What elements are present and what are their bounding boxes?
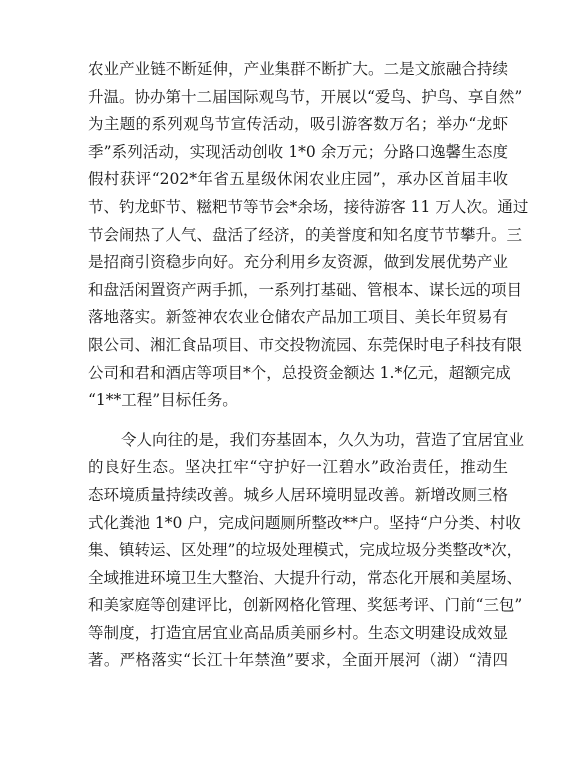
text-line: 是招商引资稳步向好。充分利用乡友资源，做到发展优势产业	[88, 253, 508, 272]
text-line: 的良好生态。坚决扛牢“守护好一江碧水”政治责任，推动生	[88, 458, 508, 477]
text-line: 态环境质量持续改善。城乡人居环境明显改善。新增改厕三格	[88, 485, 508, 504]
text-line: 落地落实。新签神农农业仓储农产品加工项目、美长年贸易有	[88, 308, 508, 327]
text-line: 限公司、湘汇食品项目、市交投物流园、东莞保时电子科技有限	[88, 335, 523, 354]
text-line: 节会闹热了人气、盘活了经济，的美誉度和知名度节节攀升。三	[88, 225, 523, 244]
text-line: 公司和君和酒店等项目*个，总投资金额达 1.*亿元，超额完成	[88, 363, 511, 382]
text-line: 式化粪池 1*0 户，完成问题厕所整改**户。坚持“户分类、村收	[88, 513, 521, 532]
text-line: 等制度，打造宜居宜业高品质美丽乡村。生态文明建设成效显	[88, 623, 508, 642]
text-line: “1**工程”目标任务。	[88, 391, 238, 410]
text-line: 节、钓龙虾节、糍粑节等节会*余场，接待游客 11 万人次。通过	[88, 197, 529, 216]
text-line: 季”系列活动，实现活动创收 1*0 余万元；分路口逸馨生态度	[88, 142, 508, 161]
text-line: 著。严格落实“长江十年禁渔”要求，全面开展河（湖）“清四	[88, 651, 508, 670]
paragraph-gap	[88, 415, 508, 427]
text-line: 为主题的系列观鸟节宣传活动，吸引游客数万名；举办“龙虾	[88, 115, 508, 134]
document-body	[88, 56, 529, 675]
text-line: 和美家庭等创建评比，创新网格化管理、奖惩考评、门前“三包”	[88, 596, 523, 615]
paragraph-1	[88, 56, 529, 415]
text-line: 和盘活闲置资产两手抓，一系列打基础、管根本、谋长远的项目	[88, 280, 523, 299]
text-line: 集、镇转运、区处理”的垃圾处理模式，完成垃圾分类整改*次，	[88, 541, 523, 560]
text-line: 假村获评“202*年省五星级休闲农业庄园”，承办区首届丰收	[88, 170, 508, 189]
text-line: 农业产业链不断延伸，产业集群不断扩大。二是文旅融合持续	[88, 60, 508, 78]
text-line: 升温。协办第十二届国际观鸟节，开展以“爱鸟、护鸟、享自然”	[88, 87, 523, 106]
text-line: 令人向往的是，我们夯基固本，久久为功，营造了宜居宜业	[121, 430, 525, 449]
text-line: 全域推进环境卫生大整治、大提升行动，常态化开展和美屋场、	[88, 568, 523, 587]
paragraph-2	[88, 427, 525, 675]
